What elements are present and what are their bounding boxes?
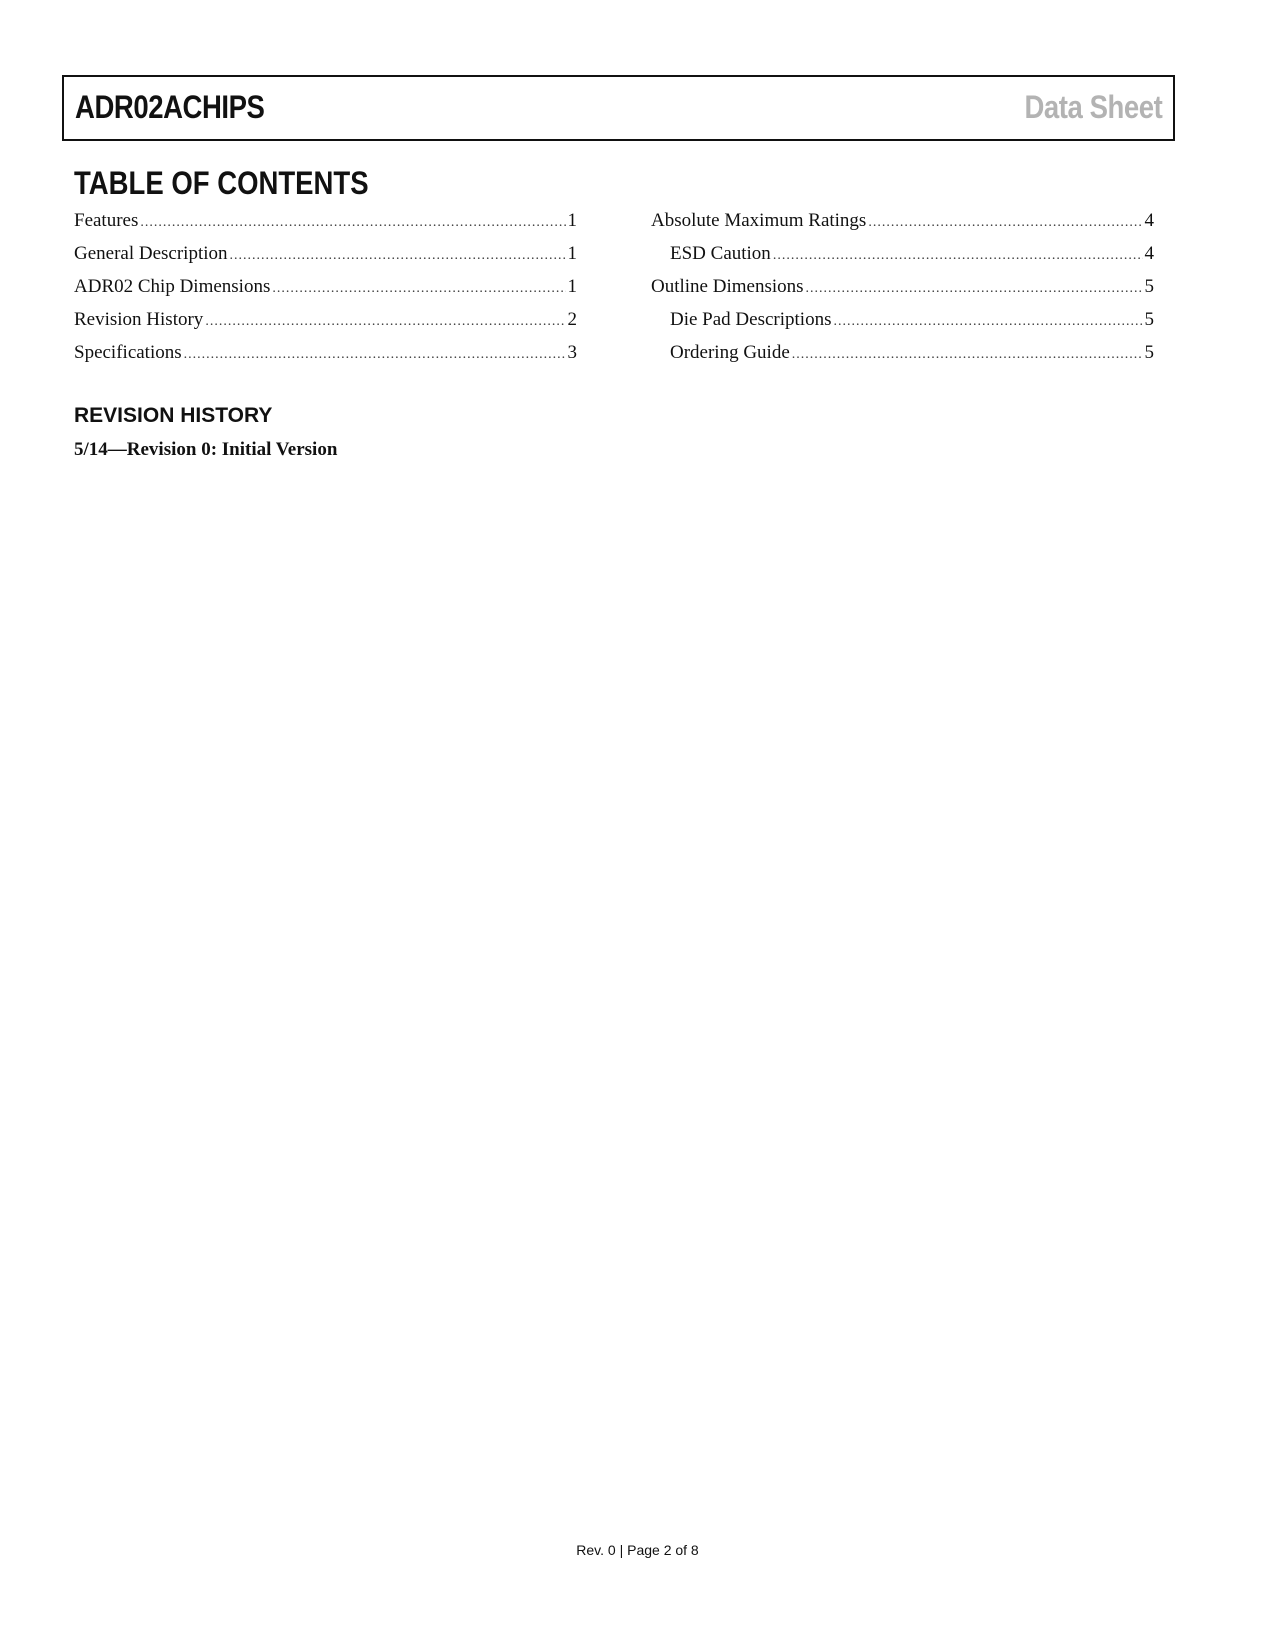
toc-dot-leader <box>868 206 1142 239</box>
toc-subentry[interactable] <box>651 237 1154 270</box>
toc-subentry[interactable] <box>651 303 1154 336</box>
toc-entry-page: 5 <box>1144 276 1154 297</box>
toc-dot-leader <box>230 239 566 272</box>
toc-entry-label: Features <box>74 210 139 231</box>
toc-entry-label: Die Pad Descriptions <box>670 309 832 330</box>
toc-left-column <box>74 204 577 369</box>
toc-entry-label: ESD Caution <box>670 243 771 264</box>
revision-history-heading: REVISION HISTORY <box>74 404 273 427</box>
toc-dot-leader <box>833 305 1142 338</box>
toc-entry-label: ADR02 Chip Dimensions <box>74 276 271 297</box>
toc-entry-page: 5 <box>1144 342 1154 363</box>
toc-title: TABLE OF CONTENTS <box>74 165 369 201</box>
toc-entry-page: 5 <box>1144 309 1154 330</box>
toc-entry-page: 1 <box>567 210 577 231</box>
toc-subentry[interactable] <box>651 336 1154 369</box>
revision-history-entry: 5/14—Revision 0: Initial Version <box>74 439 338 460</box>
toc-dot-leader <box>773 239 1143 272</box>
toc-dot-leader <box>792 338 1143 371</box>
toc-dot-leader <box>140 206 565 239</box>
toc-entry-label: Absolute Maximum Ratings <box>651 210 867 231</box>
toc-entry[interactable] <box>74 336 577 369</box>
toc-entry-page: 4 <box>1144 243 1154 264</box>
toc-entry[interactable] <box>74 270 577 303</box>
toc-entry-label: Outline Dimensions <box>651 276 804 297</box>
toc-entry-label: General Description <box>74 243 228 264</box>
toc-entry[interactable] <box>74 303 577 336</box>
toc-dot-leader <box>806 272 1143 305</box>
toc-dot-leader <box>272 272 565 305</box>
toc-entry-page: 2 <box>567 309 577 330</box>
document-type: Data Sheet <box>1024 89 1162 125</box>
toc-entry-label: Ordering Guide <box>670 342 790 363</box>
toc-entry[interactable] <box>74 204 577 237</box>
toc-entry-page: 4 <box>1144 210 1154 231</box>
toc-entry[interactable] <box>651 204 1154 237</box>
toc-dot-leader <box>205 305 565 338</box>
toc-entry[interactable] <box>651 270 1154 303</box>
toc-entry-page: 1 <box>567 243 577 264</box>
toc-entry-page: 3 <box>567 342 577 363</box>
page-footer: Rev. 0 | Page 2 of 8 <box>576 1542 699 1558</box>
toc-entry[interactable] <box>74 237 577 270</box>
toc-entry-label: Revision History <box>74 309 204 330</box>
toc-entry-page: 1 <box>567 276 577 297</box>
toc-entry-label: Specifications <box>74 342 182 363</box>
product-name: ADR02ACHIPS <box>75 89 265 125</box>
page-header <box>62 75 1175 141</box>
toc-right-column <box>651 204 1154 369</box>
toc-dot-leader <box>184 338 566 371</box>
